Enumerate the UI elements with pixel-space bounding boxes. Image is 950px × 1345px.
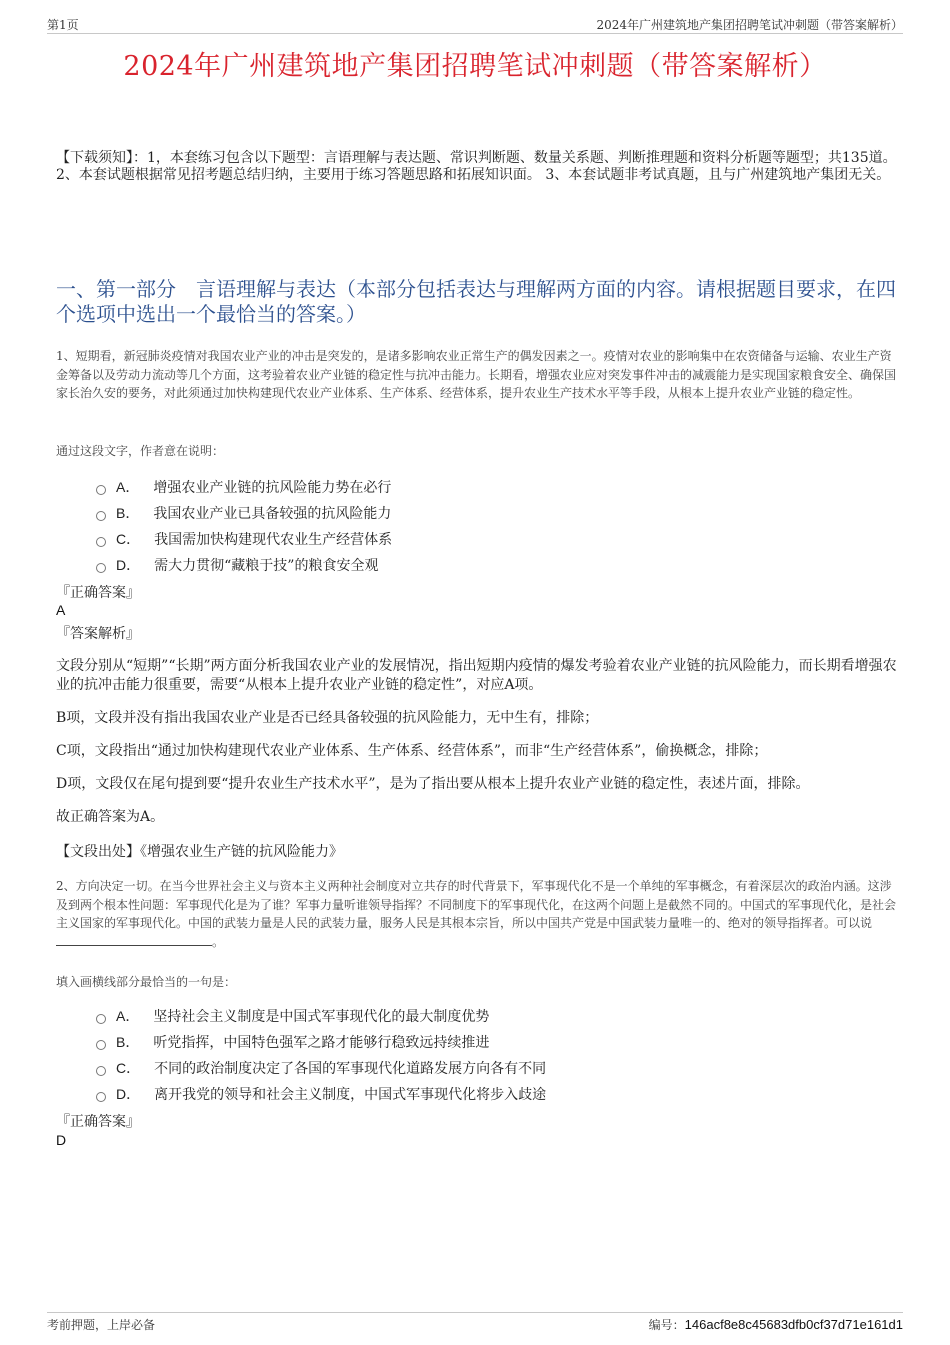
- radio-icon[interactable]: [96, 537, 106, 547]
- option-text: 我国需加快构建现代农业生产经营体系: [154, 532, 393, 548]
- footer-id-value: 146acf8e8c45683dfb0cf37d71e161d1: [684, 1317, 903, 1332]
- question-2-prompt: 填入画横线部分最恰当的一句是：: [56, 975, 237, 989]
- analysis-paragraph: 文段分别从“短期”“长期”两方面分析我国农业产业的发展情况，指出短期内疫情的爆发考验着农业产业链的抗风险能力，而长期看增强农业的抗冲击能力很重要，需要“从根本上提升农业产业链的稳定性”，对应A项。: [56, 658, 897, 693]
- page-title: 2024年广州建筑地产集团招聘笔试冲刺题（带答案解析）: [123, 51, 827, 82]
- radio-icon[interactable]: [96, 563, 106, 573]
- option-letter: D．: [116, 1086, 141, 1102]
- source-citation: 【文段出处】《增强农业生产链的抗风险能力》: [56, 844, 343, 860]
- footer-id-label: 编号：: [648, 1318, 685, 1332]
- download-notice: 【下载须知】：1，本套练习包含以下题型：言语理解与表达题、常识判断题、数量关系题、判断推理题和资料分析题等题型；共135道。 2、本套试题根据常见招考题总结归纳，主要用于练习答题思路和拓展知识面。 3、本套试题非考试真题，且与广州建筑地产集团无关。: [56, 150, 897, 183]
- fill-blank: [56, 935, 212, 946]
- answer-label: 『正确答案』: [56, 1114, 140, 1130]
- analysis-paragraph: D项，文段仅在尾句提到要“提升农业生产技术水平”，是为了指出要从根本上提升农业产业链的稳定性，表述片面，排除。: [56, 776, 810, 792]
- section-title: 一、第一部分 言语理解与表达（本部分包括表达与理解两方面的内容。请根据题目要求，在四个选项中选出一个最恰当的答案。）: [56, 277, 896, 326]
- answer-label: 『正确答案』: [56, 585, 140, 601]
- option-text: 增强农业产业链的抗风险能力势在必行: [153, 480, 392, 496]
- analysis-label: 『答案解析』: [56, 626, 140, 642]
- header-divider: [47, 33, 903, 34]
- option-letter: B．: [116, 1034, 140, 1050]
- option-text: 离开我党的领导和社会主义制度，中国式军事现代化将步入歧途: [154, 1087, 547, 1103]
- option-letter: B．: [116, 505, 140, 521]
- question-2-option-a[interactable]: [96, 1006, 489, 1026]
- radio-icon[interactable]: [96, 485, 106, 495]
- question-1-option-d[interactable]: [96, 555, 378, 575]
- radio-icon[interactable]: [96, 1092, 106, 1102]
- footer-document-id: [649, 1316, 903, 1333]
- radio-icon[interactable]: [96, 511, 106, 521]
- radio-icon[interactable]: [96, 1066, 106, 1076]
- question-2-option-d[interactable]: [96, 1084, 546, 1104]
- page-number: 第1页: [47, 18, 79, 32]
- question-1-option-a[interactable]: [96, 477, 391, 497]
- option-letter: C．: [116, 1060, 141, 1076]
- option-text: 坚持社会主义制度是中国式军事现代化的最大制度优势: [153, 1009, 490, 1025]
- option-letter: A．: [116, 479, 140, 495]
- analysis-paragraph: B项，文段并没有指出我国农业产业是否已经具备较强的抗风险能力，无中生有，排除；: [56, 710, 599, 726]
- option-letter: A．: [116, 1008, 140, 1024]
- option-letter: C．: [116, 531, 141, 547]
- option-text: 不同的政治制度决定了各国的军事现代化道路发展方向各有不同: [154, 1061, 547, 1077]
- radio-icon[interactable]: [96, 1040, 106, 1050]
- answer-value: D: [56, 1132, 67, 1148]
- option-letter: D．: [116, 557, 141, 573]
- option-text: 我国农业产业已具备较强的抗风险能力: [153, 506, 392, 522]
- analysis-conclusion: 故正确答案为A。: [56, 809, 165, 825]
- question-2-option-c[interactable]: [96, 1058, 546, 1078]
- question-2-body: 2、方向决定一切。在当今世界社会主义与资本主义两种社会制度对立共存的时代背景下，军事现代化不是一个单纯的军事概念，有着深层次的政治内涵。这涉及到两个根本性问题：军事现代化是为了谁？军事力量听谁领导指挥？不同制度下的军事现代化，在这两个问题上是截然不同的。中国式的军事现代化，是社会主义国家的军事现代化。中国的武装力量是人民的武装力量，服务人民是其根本宗旨，所以中国共产党是中国武装力量唯一的、绝对的领导指挥者。可以说: [56, 879, 897, 930]
- question-1-option-b[interactable]: [96, 503, 391, 523]
- question-2-end: 。: [212, 934, 225, 949]
- footer-slogan: 考前押题，上岸必备: [47, 1318, 156, 1332]
- question-2-text: [56, 877, 896, 951]
- question-1-option-c[interactable]: [96, 529, 392, 549]
- question-1-text: 1、短期看，新冠肺炎疫情对我国农业产业的冲击是突发的，是诸多影响农业正常生产的偶发因素之一。疫情对农业的影响集中在农资储备与运输、农业生产资金筹备以及劳动力流动等几个方面，这考验着农业产业链的稳定性与抗冲击能力。长期看，增强农业应对突发事件冲击的减震能力是实现国家粮食安全、确保国家长治久安的要务，对此须通过加快构建现代农业产业体系、生产体系、经营体系，提升农业生产技术水平等手段，从根本上提升农业产业链的稳定性。: [56, 349, 897, 400]
- option-text: 需大力贯彻“藏粮于技”的粮食安全观: [154, 558, 379, 574]
- header-doc-title: 2024年广州建筑地产集团招聘笔试冲刺题（带答案解析）: [596, 18, 903, 32]
- question-2-option-b[interactable]: [96, 1032, 489, 1052]
- radio-icon[interactable]: [96, 1014, 106, 1024]
- option-text: 听党指挥，中国特色强军之路才能够行稳致远持续推进: [153, 1035, 490, 1051]
- answer-value: A: [56, 602, 66, 618]
- question-1-prompt: 通过这段文字，作者意在说明：: [56, 444, 225, 458]
- footer-divider: [47, 1312, 903, 1313]
- analysis-paragraph: C项，文段指出“通过加快构建现代农业产业体系、生产体系、经营体系”，而非“生产经营体系”，偷换概念，排除；: [56, 743, 768, 759]
